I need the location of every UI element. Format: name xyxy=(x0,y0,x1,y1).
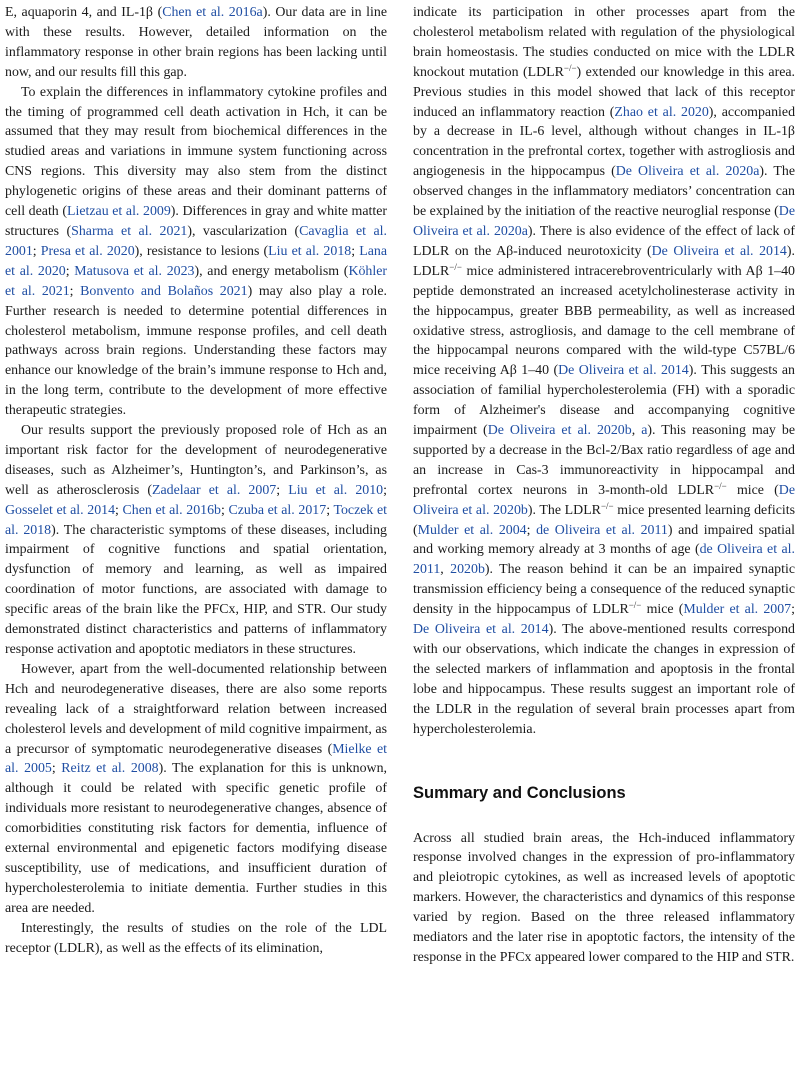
paragraph xyxy=(5,660,387,919)
citation-link[interactable]: Matusova et al. 2023 xyxy=(74,263,195,279)
citation-link[interactable]: Cavaglia et al. 2001 xyxy=(5,223,387,259)
text-run: ), accompanied by a decrease in IL-6 level, although without changes in IL-1β concentration in the prefrontal cortex, together with astrogliosis and angiogenesis in the hippocampus ( xyxy=(413,104,796,180)
text-run: ). Differences in gray and white matter structures ( xyxy=(5,204,387,239)
citation-link[interactable]: De Oliveira et al. 2020b xyxy=(413,482,795,518)
text-run: mice ( xyxy=(641,602,684,618)
text-run: Our results support the previously proposed role of Hch as an important risk factor for the development of neurodegenerative diseases, such as Alzheimer’s, Huntington’s, and Parkinson’s, as well as atherosclerosis ( xyxy=(5,423,387,498)
text-run: ), resistance to lesions ( xyxy=(134,243,269,259)
text-run: Interestingly, the results of studies on the role of the LDL receptor (LDLR), as well as the effects of its elimination, xyxy=(5,920,387,956)
superscript: −/− xyxy=(714,480,727,491)
text-run: E, aquaporin 4, and IL-1β ( xyxy=(5,5,163,20)
citation-link[interactable]: Sharma et al. 2021 xyxy=(71,223,188,239)
citation-link[interactable]: De Oliveira et al. 2014 xyxy=(558,363,689,379)
text-run: ). The reason behind it can be an impaired synaptic transmission efficiency being a consequence of the reduced synaptic density in the hippocampus of LDLR xyxy=(413,562,795,618)
citation-link[interactable]: Mulder et al. 2004 xyxy=(417,522,527,538)
text-run: mice administered intracerebroventricularly with Aβ 1–40 peptide demonstrated an increased acetylcholinesterase activity in the hippocampus, greater BBB permeability, as well as increased oxidative stress, astrogliosis, and damage to the cell membrane of the hippocampal neurons compared with the wild-type C57BL/6 mice receiving Aβ 1–40 ( xyxy=(413,263,795,379)
text-run: mice presented learning deficits ( xyxy=(413,502,795,538)
superscript: −/− xyxy=(628,600,642,611)
text-run: mice ( xyxy=(726,482,779,498)
text-run: ; xyxy=(32,243,41,259)
text-run: ). The observed changes in the inflammatory mediators’ concentration can be explained by the initiation of the reactive neuroglial response ( xyxy=(413,164,795,220)
text-run: ). The LDLR xyxy=(527,502,601,518)
text-run: ; xyxy=(51,761,62,777)
text-run: ; xyxy=(791,602,795,618)
citation-link[interactable]: Mulder et al. 2007 xyxy=(683,602,792,618)
text-run: ; xyxy=(69,283,81,299)
section-heading-summary: Summary and Conclusions xyxy=(413,783,626,802)
right-column-body xyxy=(413,3,795,740)
superscript: −/− xyxy=(449,261,462,272)
citation-link[interactable]: Presa et al. 2020 xyxy=(40,243,135,259)
text-run: ), vascularization ( xyxy=(187,223,300,239)
text-run: indicate its participation in other processes apart from the cholesterol metabolism related with regulation of the physiological brain homeostasis. The studies conducted on mice with the LDLR knockout mutation (LDLR xyxy=(413,5,795,80)
citation-link[interactable]: 2020b xyxy=(450,562,485,578)
citation-link[interactable]: Köhler et al. 2021 xyxy=(5,263,388,299)
text-run: ; xyxy=(526,522,537,538)
citation-link[interactable]: Lana et al. 2020 xyxy=(5,243,387,279)
text-run: However, apart from the well-documented relationship between Hch and neurodegenerative diseases, there are also some reports revealing lack of a straightforward relation between increased cholesterol levels and development of mild cognitive impairment, as a precursor of symptomatic neurodegenerative diseases ( xyxy=(5,661,387,757)
citation-link[interactable]: De Oliveira et al. 2020a xyxy=(413,204,795,239)
citation-link[interactable]: Zhao et al. 2020 xyxy=(614,104,709,120)
text-run: ; xyxy=(221,502,229,518)
citation-link[interactable]: Czuba et al. 2017 xyxy=(228,502,327,518)
citation-link[interactable]: De Oliveira et al. 2014 xyxy=(413,622,549,638)
text-run: ) and impaired spatial and working memory already at 3 months of age ( xyxy=(413,522,795,558)
citation-link[interactable]: Chen et al. 2016a xyxy=(162,5,263,20)
text-run: ; xyxy=(115,502,123,518)
superscript: −/− xyxy=(563,62,577,73)
citation-link[interactable]: Chen et al. 2016b xyxy=(122,502,221,518)
paragraph xyxy=(5,3,387,83)
citation-link[interactable]: Bonvento and Bolaños 2021 xyxy=(80,283,248,299)
citation-link[interactable]: de Oliveira et al. 2011 xyxy=(536,522,668,538)
citation-link[interactable]: Toczek et al. 2018 xyxy=(5,502,387,538)
citation-link[interactable]: Liu et al. 2010 xyxy=(288,482,384,498)
text-run: ) may also play a role. Further research is needed to determine potential differences in cholesterol metabolism, immune response profiles, and cell death pathways across brain regions. Understanding these factors may enhance our knowledge of the brain’s immune response to Hch and, in the long term, contribute to the development of more effective therapeutic strategies. xyxy=(5,283,387,419)
text-run: ). Our data are in line with these results. However, detailed information on the inflammatory response in other brain regions has been lacking until now, and our results fill this gap. xyxy=(5,5,387,80)
paragraph xyxy=(5,919,387,959)
text-run: , xyxy=(631,423,642,439)
text-run: ). LDLR xyxy=(413,243,795,279)
text-run: ). This reasoning may be supported by a decrease in the Bcl-2/Bax ratio regardless of age and an increase in Cas-3 immunoreactivity in hippocampal and prefrontal cortex neurons in 3-month-old LDLR xyxy=(413,423,795,498)
citation-link[interactable]: Gosselet et al. 2014 xyxy=(5,502,116,518)
citation-link[interactable]: Lietzau et al. 2009 xyxy=(67,204,171,220)
text-run: To explain the differences in inflammatory cytokine profiles and the timing of programmed cell death activation in Hch, it can be assumed that they may result from biochemical differences in the studied areas and variations in immune system functioning across CNS regions. This diversity may also stem from the distinct phylogenetic origins of these areas and their dominant patterns of cell death ( xyxy=(5,84,387,220)
citation-link[interactable]: Liu et al. 2018 xyxy=(268,243,352,259)
citation-link[interactable]: Reitz et al. 2008 xyxy=(61,761,159,777)
citation-link[interactable]: De Oliveira et al. 2020b xyxy=(487,423,632,439)
citation-link[interactable]: de Oliveira et al. 2011 xyxy=(413,542,795,578)
text-run: ; xyxy=(383,482,387,498)
text-run: ). The explanation for this is unknown, although it could be related with specific genetic profile of individuals more resistant to neurodegenerative changes, absence of comorbidities constituting risk factors for dementia, influence of external environmental and epigenetic factors modifying disease susceptibility, use of medications, and insufficient duration of hypercholesterolemia to initiate dementia. Further studies in this area are needed. xyxy=(5,761,387,916)
citation-link[interactable]: De Oliveira et al. 2014 xyxy=(651,243,787,259)
summary-paragraph: Across all studied brain areas, the Hch-induced inflammatory response involved changes in the expression of pro-inflammatory and pleiotropic cytokines, as well as increased levels of apoptotic markers. However, the characteristics and dynamics of this response varied by region. Based on the three released inflammatory mediators and the later rise in apoptotic factors, the intensity of the response in the PFCx appeared lower compared to the HIP and STR. xyxy=(413,830,795,965)
left-column xyxy=(5,3,387,959)
text-run: ). There is also evidence of the effect of lack of LDLR on the Aβ-induced neurotoxicity ( xyxy=(413,223,795,259)
text-run: ; xyxy=(326,502,334,518)
paragraph xyxy=(413,3,795,740)
text-run: ). The above-mentioned results correspond with our observations, which indicate the changes in expression of the selected markers of inflammation and apoptosis in the frontal lobe and hippocampus. These results suggest an important role of the LDLR in the regulation of several brain processes apart from hypercholesterolemia. xyxy=(413,622,795,737)
text-run: ; xyxy=(351,243,360,259)
superscript: −/− xyxy=(600,500,614,511)
text-run: ), and energy metabolism ( xyxy=(194,263,349,279)
citation-link[interactable]: Mielke et al. 2005 xyxy=(5,741,387,777)
text-run: ) extended our knowledge in this area. Previous studies in this model showed that lack of this receptor induced an inflammatory reaction ( xyxy=(413,64,795,120)
citation-link[interactable]: a xyxy=(641,423,648,439)
citation-link[interactable]: Zadelaar et al. 2007 xyxy=(152,482,277,498)
text-run: ). The characteristic symptoms of these diseases, including impairment of cognitive functions and spatial orientation, dysfunction of memory and learning, as well as impaired coordination of motor functions, are associated with damage to specific areas of the brain like the PFCx, HIP, and STR. Our study demonstrated distinct characteristics and patterns of inflammatory response activation and apoptotic mediators in these structures. xyxy=(5,522,387,657)
text-run: ; xyxy=(276,482,289,498)
paragraph xyxy=(5,421,387,660)
text-run: ; xyxy=(65,263,75,279)
text-run: ). This suggests an association of familial hypercholesterolemia (FH) with a sporadic form of Alzheimer's disease and accompanying cognitive impairment ( xyxy=(413,363,795,439)
text-run: , xyxy=(440,562,451,578)
right-column xyxy=(413,3,795,968)
citation-link[interactable]: De Oliveira et al. 2020a xyxy=(615,164,760,180)
paragraph xyxy=(5,83,387,421)
